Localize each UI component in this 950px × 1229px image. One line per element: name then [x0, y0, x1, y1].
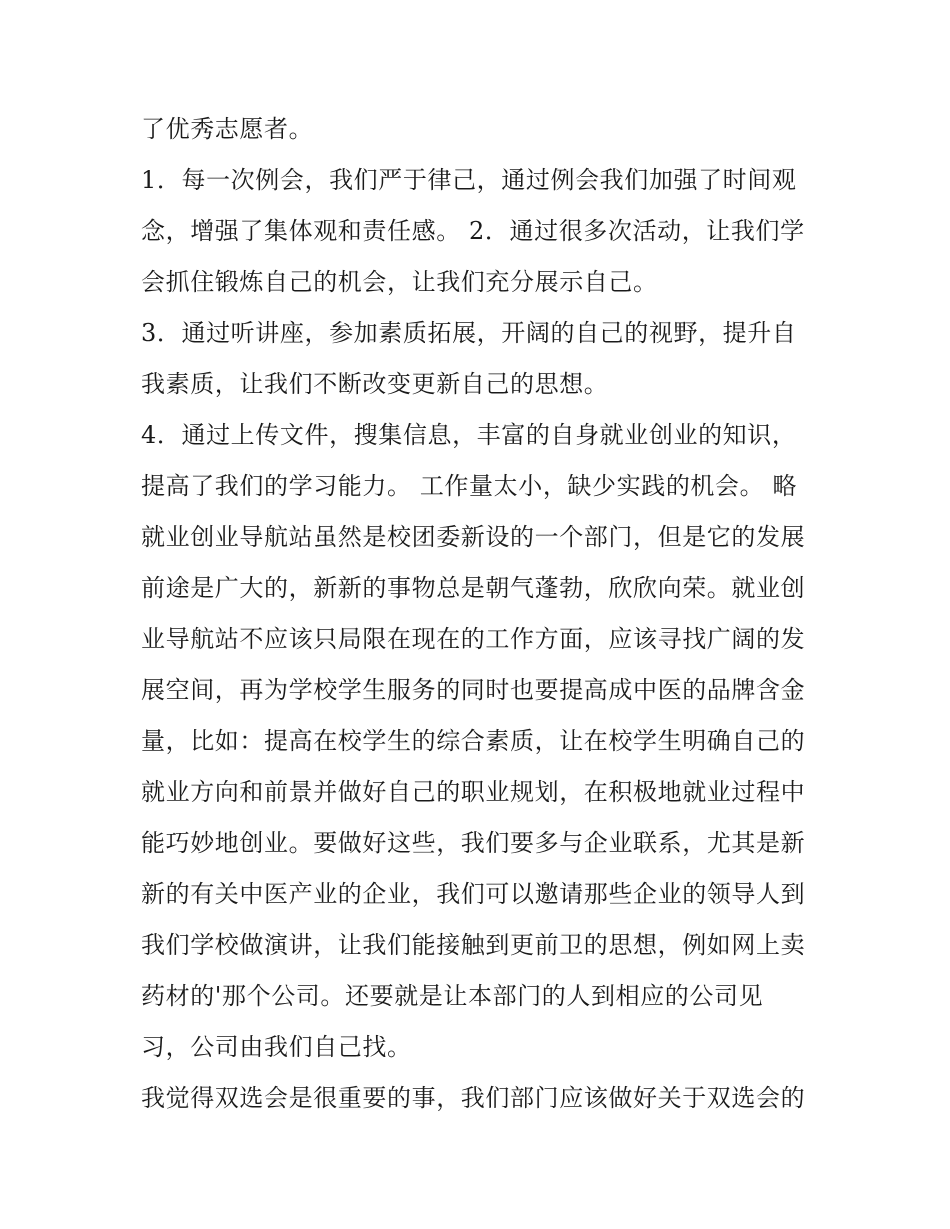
text-line: 就业创业导航站虽然是校团委新设的一个部门，但是它的发展 — [141, 523, 806, 551]
text-line: 新的有关中医产业的企业，我们可以邀请那些企业的领导人到 — [141, 880, 806, 908]
text-line: 了优秀志愿者。 — [141, 115, 314, 143]
text-line: 我们学校做演讲，让我们能接触到更前卫的思想，例如网上卖 — [141, 931, 806, 959]
text-line: 提高了我们的学习能力。 工作量太小，缺少实践的机会。 略 — [141, 472, 798, 500]
text-line: 药材的'那个公司。还要就是让本部门的人到相应的公司见 — [141, 982, 764, 1010]
text-line: 习，公司由我们自己找。 — [141, 1033, 412, 1061]
text-line: 就业方向和前景并做好自己的职业规划，在积极地就业过程中 — [141, 778, 806, 806]
text-line: 我素质，让我们不断改变更新自己的思想。 — [141, 370, 609, 398]
text-line: 前途是广大的，新新的事物总是朝气蓬勃，欣欣向荣。就业创 — [141, 574, 806, 602]
text-line: 念，增强了集体观和责任感。 2．通过很多次活动，让我们学 — [141, 217, 805, 245]
text-line: 量，比如：提高在校学生的综合素质，让在校学生明确自己的 — [141, 727, 806, 755]
text-line: 1．每一次例会，我们严于律己，通过例会我们加强了时间观 — [141, 166, 797, 194]
text-line: 展空间，再为学校学生服务的同时也要提高成中医的品牌含金 — [141, 676, 806, 704]
text-line: 业导航站不应该只局限在现在的工作方面，应该寻找广阔的发 — [141, 625, 806, 653]
text-line: 我觉得双选会是很重要的事，我们部门应该做好关于双选会的 — [141, 1084, 806, 1112]
text-line: 4．通过上传文件，搜集信息，丰富的自身就业创业的知识， — [141, 421, 797, 449]
text-line: 能巧妙地创业。要做好这些，我们要多与企业联系，尤其是新 — [141, 829, 806, 857]
text-line: 3．通过听讲座，参加素质拓展，开阔的自己的视野，提升自 — [141, 319, 797, 347]
text-line: 会抓住锻炼自己的机会，让我们充分展示自己。 — [141, 268, 658, 296]
